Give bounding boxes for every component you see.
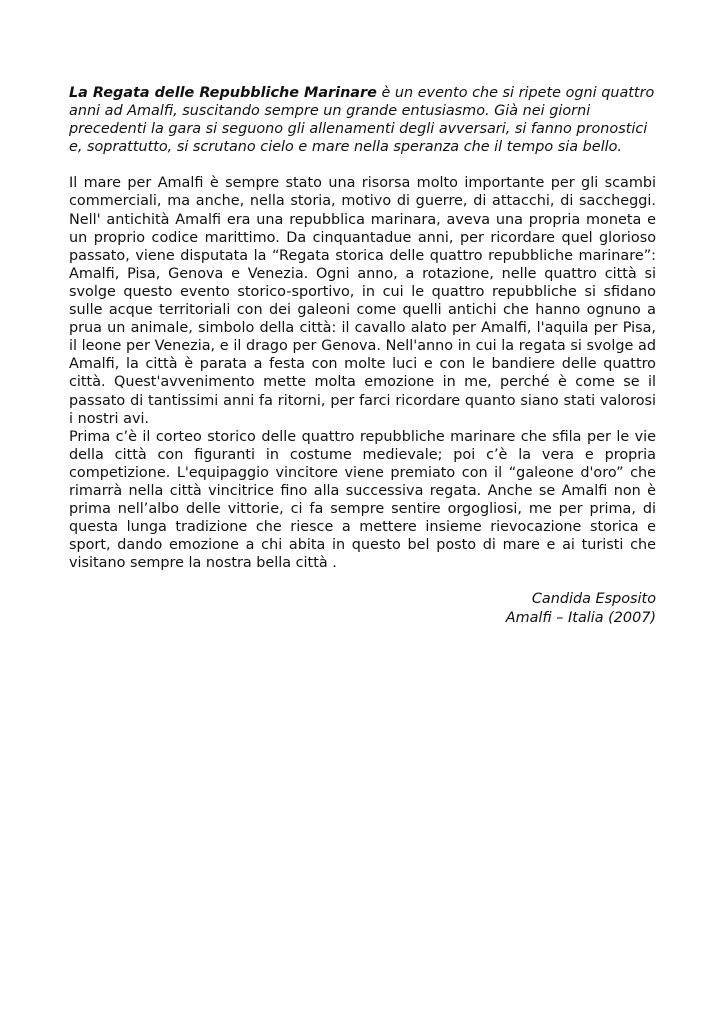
intro-title: La Regata delle Repubbliche Marinare: [69, 85, 377, 101]
body-paragraph-2: Prima c’è il corteo storico delle quattro repubbliche marinare che sfila per le vie della città con figuranti in costume medievale; poi c’è la vera e propria competizione. L'equipaggio vincitore viene premiato con il “galeone d'oro” che rimarrà nella città vincitrice fino alla successiva regata. Anche se Amalfi non è prima nell’albo delle vittorie, ci fa sempre sentire orgogliosi, me per prima, di questa lunga tradizione che riesce a mettere insieme rievocazione storica e sport, dando emozione a chi abita in questo bel posto di mare e ai turisti che visitano sempre la nostra bella città .: [69, 428, 656, 572]
signature-block: [69, 590, 656, 626]
document-page: [69, 84, 656, 627]
intro-text: è un evento che si ripete ogni quattro anni ad Amalfi, suscitando sempre un grande entusiasmo. Già nei giorni precedenti la gara si seguono gli allenamenti degli avversari, si fanno pronostici e, soprattutto, si scrutano cielo e mare nella speranza che il tempo sia bello.: [69, 85, 655, 156]
intro-paragraph: [69, 84, 656, 156]
signature-place: Amalfi – Italia (2007): [505, 609, 656, 626]
signature-author: Candida Esposito: [531, 591, 656, 608]
body-paragraph-1: Il mare per Amalfi è sempre stato una risorsa molto importante per gli scambi commerciali, ma anche, nella storia, motivo di guerre, di attacchi, di saccheggi. Nell' antichità Amalfi era una repubblica marinara, aveva una propria moneta e un proprio codice marittimo. Da cinquantadue anni, per ricordare quel glorioso passato, viene disputata la “Regata storica delle quattro repubbliche marinare”: Amalfi, Pisa, Genova e Venezia. Ogni anno, a rotazione, nelle quattro città si svolge questo evento storico-sportivo, in cui le quattro repubbliche si sfidano sulle acque territoriali con dei galeoni come quelli antichi che hanno ognuno a prua un animale, simbolo della città: il cavallo alato per Amalfi, l'aquila per Pisa, il leone per Venezia, e il drago per Genova. Nell'anno in cui la regata si svolge ad Amalfi, la città è parata a festa con molte luci e con le bandiere delle quattro città. Quest'avvenimento mette molta emozione in me, perché è come se il passato di tantissimi anni fa ritorni, per farci ricordare quanto siano stati valorosi i nostri avi.: [69, 175, 656, 427]
